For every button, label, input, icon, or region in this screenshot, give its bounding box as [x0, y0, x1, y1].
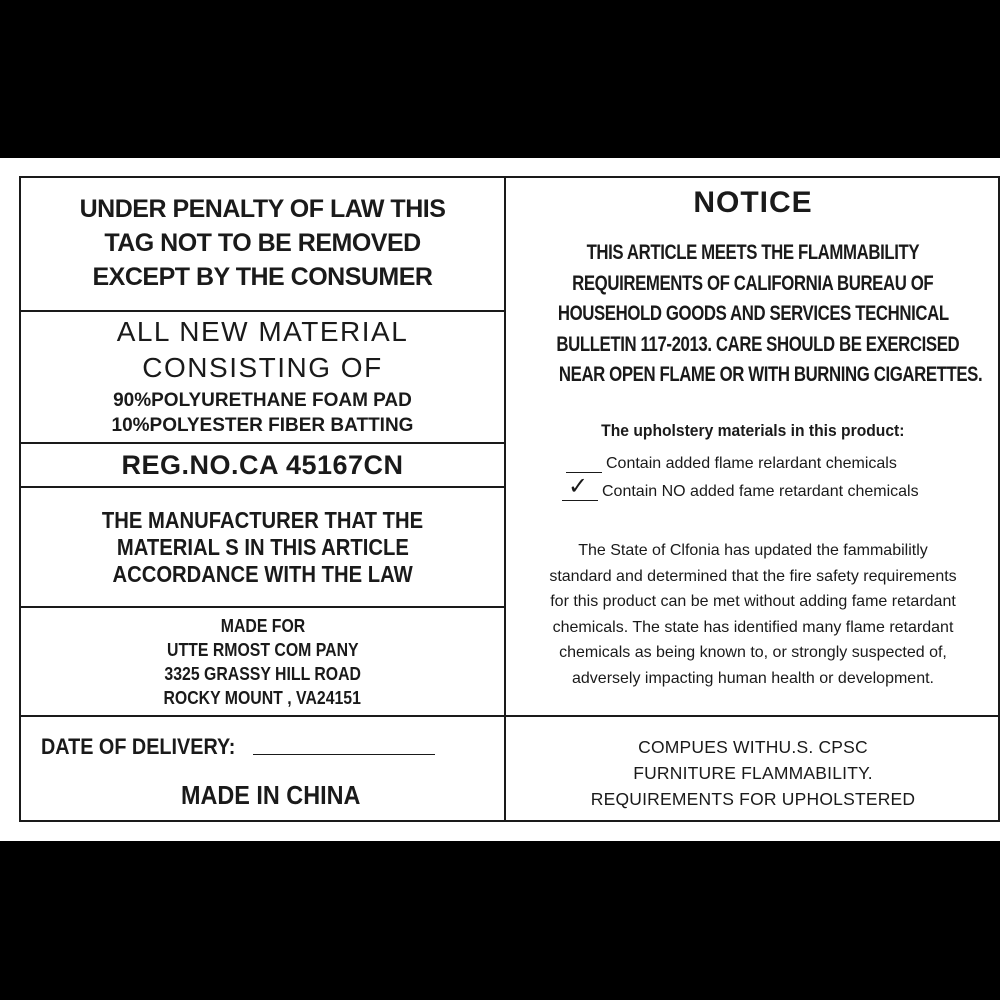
- made-in-wrap: [181, 780, 380, 811]
- notice-line-3-wrap: [506, 299, 1000, 330]
- made-for-line-2-wrap: [167, 638, 359, 662]
- state-line-3: for this product can be met without adding fame retardant: [550, 593, 956, 610]
- material-item-2: 10%POLYESTER FIBER BATTING: [111, 415, 414, 436]
- notice-line-5-wrap: [506, 360, 1000, 391]
- manufacturer-line-2-wrap: [117, 534, 409, 561]
- option-2-text: Contain NO added fame retardant chemicals: [602, 483, 919, 500]
- material-item-1: 90%POLYURETHANE FOAM PAD: [113, 390, 412, 411]
- notice-line-2: REQUIREMENTS OF CALIFORNIA BUREAU OF: [572, 271, 934, 295]
- manufacturer-section: [21, 488, 504, 606]
- notice-line-1: THIS ARTICLE MEETS THE FLAMMABILITY: [586, 241, 920, 264]
- option-1-checkbox-line: [566, 450, 602, 473]
- state-statement: [506, 538, 1000, 691]
- company-name: UTTE RMOST COM PANY: [166, 639, 359, 660]
- penalty-section: [21, 192, 504, 304]
- manufacturer-line-2: MATERIAL S IN THIS ARTICLE: [116, 533, 409, 560]
- option-no-added-chemicals: [562, 473, 919, 501]
- penalty-line-3: EXCEPT BY THE CONSUMER: [92, 263, 433, 291]
- state-line-6: adversely impacting human health or development.: [572, 669, 934, 687]
- penalty-line-2: TAG NOT TO BE REMOVED: [104, 229, 421, 257]
- notice-title: NOTICE: [693, 186, 813, 219]
- made-in-country: MADE IN CHINA: [181, 780, 361, 810]
- notice-line-5: NEAR OPEN FLAME OR WITH BURNING CIGARETTES.: [558, 363, 983, 386]
- delivery-date-blank: [253, 754, 435, 755]
- check-mark-icon: ✓: [568, 473, 589, 500]
- divider-bottom: [21, 715, 998, 717]
- registration-number: REG.NO.CA 45167CN: [121, 449, 404, 480]
- material-heading-1: ALL NEW MATERIAL: [116, 316, 409, 347]
- divider-1: [21, 310, 504, 312]
- compliance-statement: [506, 734, 1000, 812]
- made-for-section: [21, 608, 504, 715]
- upholstery-title: The upholstery materials in this product:: [601, 421, 905, 440]
- material-heading-2: CONSISTING OF: [142, 352, 383, 383]
- made-for-line-3-wrap: [164, 662, 361, 686]
- company-street: 3325 GRASSY HILL ROAD: [164, 663, 361, 684]
- state-line-5: chemicals as being known to, or strongly suspected of,: [559, 644, 947, 661]
- made-for-line-4-wrap: [164, 686, 361, 710]
- state-line-4: chemicals. The state has identified many flame retardant: [552, 618, 954, 636]
- notice-line-1-wrap: [506, 238, 1000, 269]
- state-line-2: standard and determined that the fire safety requirements: [549, 567, 957, 585]
- upholstery-title-wrap: [506, 421, 1000, 441]
- notice-line-4: BULLETIN 117-2013. CARE SHOULD BE EXERCISED: [556, 332, 960, 356]
- manufacturer-line-3: ACCORDANCE WITH THE LAW: [112, 560, 413, 587]
- delivery-date-label: DATE OF DELIVERY:: [41, 734, 236, 759]
- compliance-line-1: COMPUES WITHU.S. CPSC: [638, 737, 868, 757]
- state-line-1: The State of Clfonia has updated the fammabilitly: [578, 542, 928, 559]
- law-tag-label: [19, 176, 1000, 822]
- notice-line-2-wrap: [506, 269, 1000, 300]
- notice-line-4-wrap: [506, 330, 1000, 361]
- manufacturer-line-1-wrap: [102, 507, 423, 534]
- delivery-date-field: [41, 734, 435, 760]
- made-for-line-1-wrap: [220, 614, 304, 638]
- registration-section: [21, 444, 504, 486]
- manufacturer-line-1: THE MANUFACTURER THAT THE: [101, 506, 424, 533]
- made-for-heading: MADE FOR: [220, 615, 305, 636]
- material-section: [21, 314, 504, 442]
- company-city: ROCKY MOUNT , VA24151: [163, 687, 362, 708]
- manufacturer-line-3-wrap: [112, 561, 412, 588]
- option-2-checkbox-line: [562, 473, 598, 501]
- notice-body: [506, 238, 1000, 391]
- compliance-line-3: REQUIREMENTS FOR UPHOLSTERED: [590, 789, 916, 809]
- notice-line-3: HOUSEHOLD GOODS AND SERVICES TECHNICAL: [557, 302, 949, 325]
- compliance-line-2: FURNITURE FLAMMABILITY.: [633, 763, 873, 783]
- penalty-line-1: UNDER PENALTY OF LAW THIS: [79, 195, 446, 223]
- option-added-chemicals: [566, 450, 897, 473]
- option-1-text: Contain added flame relardant chemicals: [606, 455, 897, 472]
